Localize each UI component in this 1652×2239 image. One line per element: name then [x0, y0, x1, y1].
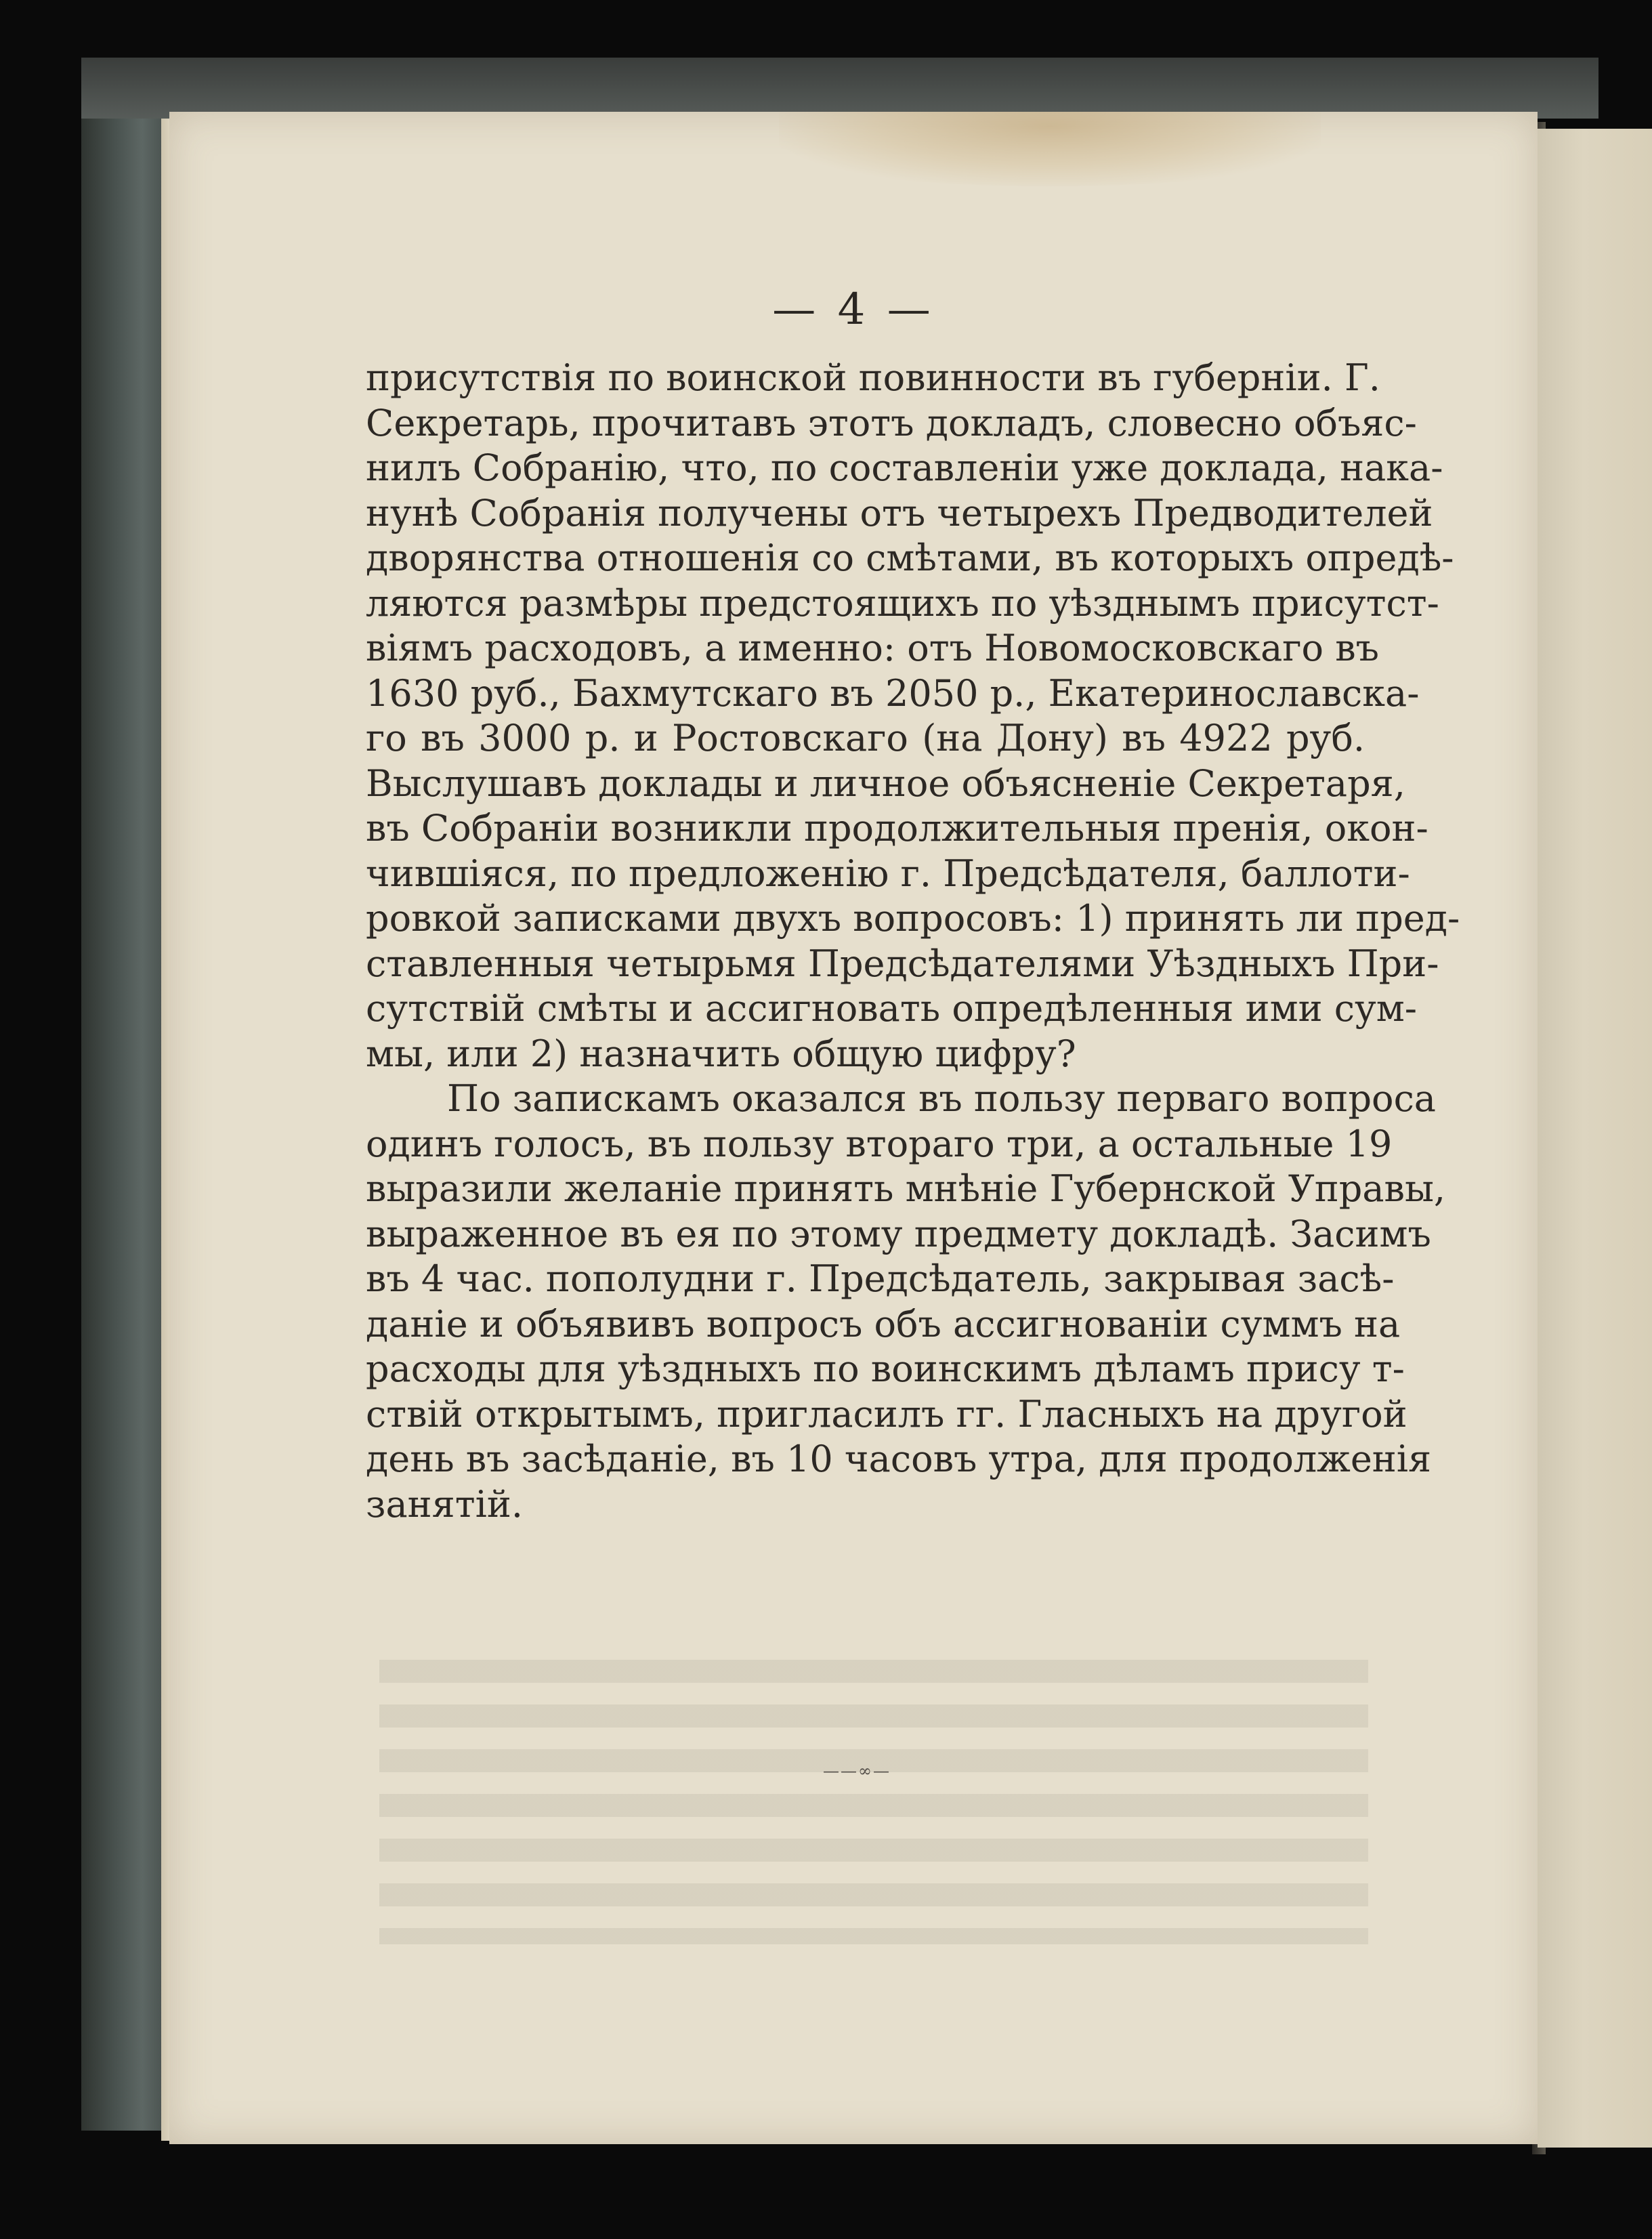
text-line: въ 4 час. пополудни г. Предсѣдатель, закрывая засѣ-: [366, 1257, 1395, 1300]
text-line: ляются размѣры предстоящихъ по уѣзднымъ присутст-: [366, 581, 1439, 625]
book-binding-top: [81, 58, 1598, 119]
text-line: Секретарь, прочитавъ этотъ докладъ, словесно объяс-: [366, 401, 1417, 444]
next-page-edge: [1538, 129, 1652, 2148]
text-line: выразили желаніе принять мнѣніе Губернской Управы,: [366, 1167, 1446, 1210]
text-line: день въ засѣданіе, въ 10 часовъ утра, для продолженія: [366, 1438, 1432, 1480]
text-line: въ Собраніи возникли продолжительныя пренія, окон-: [366, 807, 1428, 850]
paragraph-2: [366, 1076, 1446, 1527]
text-line: віямъ расходовъ, а именно: отъ Новомосковскаго въ: [366, 627, 1379, 669]
text-line: мы, или 2) назначить общую цифру?: [366, 1032, 1076, 1075]
text-line: дворянства отношенія со смѣтами, въ которыхъ опредѣ-: [366, 537, 1454, 579]
text-line: занятій.: [366, 1482, 524, 1526]
water-stain: [779, 112, 1321, 186]
bleed-through: [379, 1660, 1368, 1944]
page-number: — 4 —: [772, 285, 935, 335]
text-line: выраженное въ ея по этому предмету докладѣ. Засимъ: [366, 1212, 1431, 1255]
text-line: го въ 3000 р. и Ростовскаго (на Дону) въ 4922 руб.: [366, 717, 1365, 759]
text-line: даніе и объявивъ вопросъ объ ассигнованіи суммъ на: [366, 1302, 1401, 1345]
end-ornament: ——∞—: [823, 1761, 891, 1780]
text-line: расходы для уѣздныхъ по воинскимъ дѣламъ прису т-: [366, 1347, 1405, 1390]
text-line: Выслушавъ доклады и личное объясненіе Секретаря,: [366, 761, 1405, 805]
text-line: По запискамъ оказался въ пользу перваго вопроса: [447, 1077, 1437, 1120]
text-line: ровкой записками двухъ вопросовъ: 1) принять ли пред-: [366, 897, 1460, 940]
text-line: ставленныя четырьмя Предсѣдателями Уѣздныхъ При-: [366, 942, 1439, 985]
text-line: нилъ Собранію, что, по составленіи уже доклада, нака-: [366, 446, 1443, 489]
body-text: [366, 356, 1460, 1527]
text-line: одинъ голосъ, въ пользу втораго три, а остальные 19: [366, 1122, 1393, 1165]
text-line: присутствія по воинской повинности въ губерніи. Г.: [366, 356, 1380, 399]
text-line: нунѣ Собранія получены отъ четырехъ Предводителей: [366, 491, 1433, 535]
paragraph-1: [366, 356, 1460, 1076]
text-line: ствій открытымъ, пригласилъ гг. Гласныхъ на другой: [366, 1392, 1407, 1436]
text-line: 1630 руб., Бахмутскаго въ 2050 р., Екатеринославска-: [366, 671, 1420, 715]
text-line: сутствій смѣты и ассигновать опредѣленныя ими сум-: [366, 987, 1418, 1030]
text-line: чившіяся, по предложенію г. Предсѣдателя, баллоти-: [366, 852, 1410, 895]
